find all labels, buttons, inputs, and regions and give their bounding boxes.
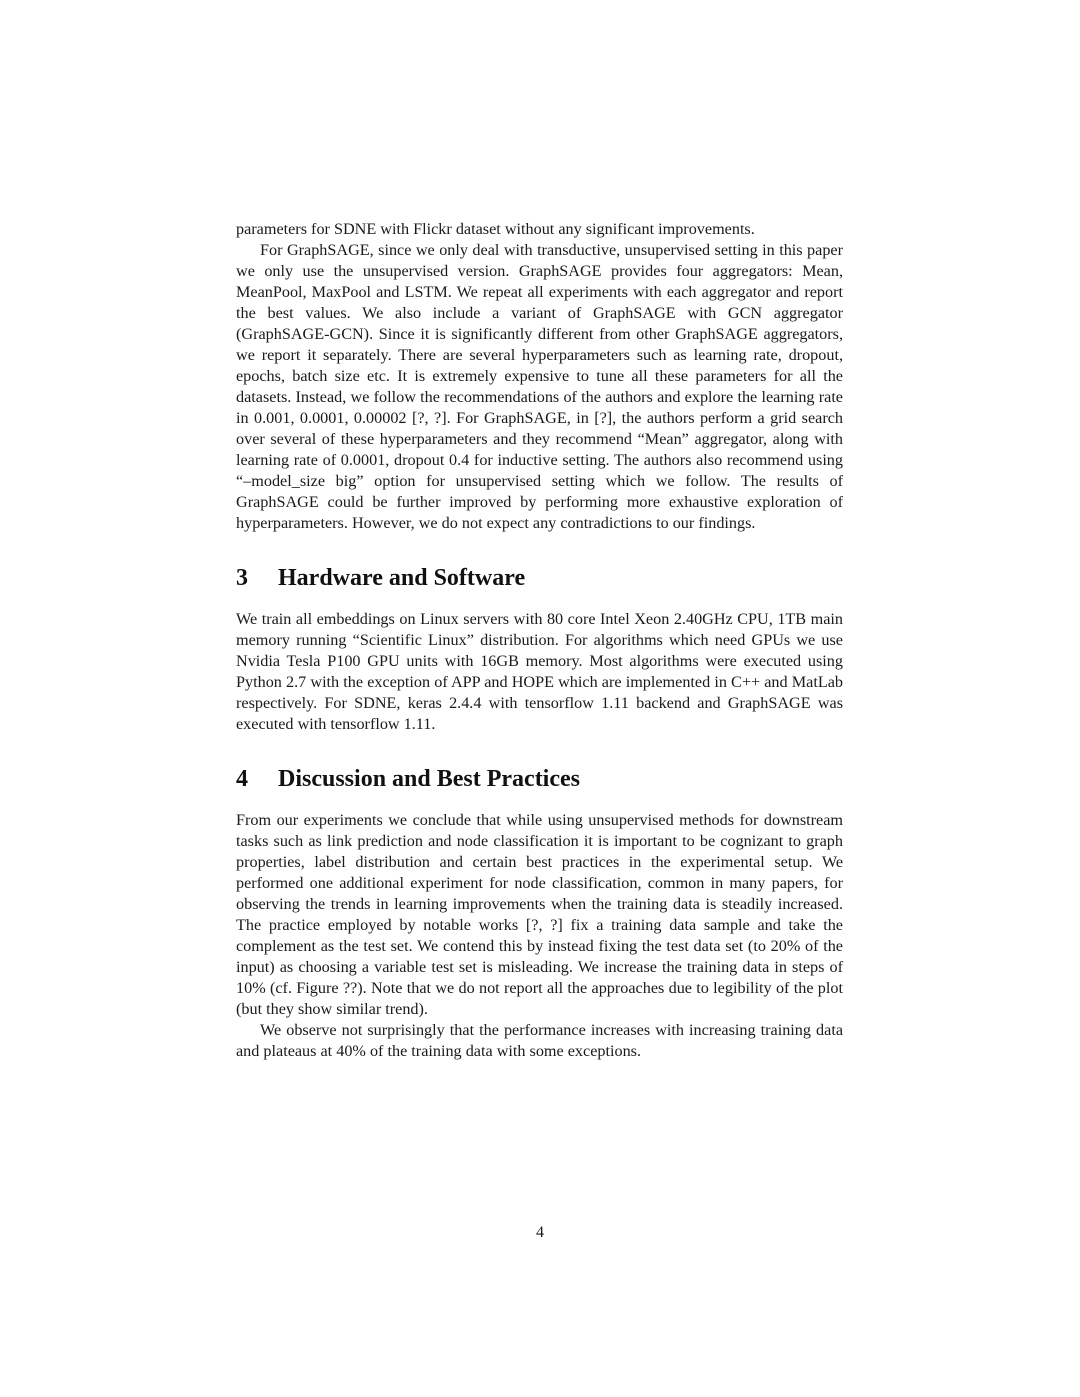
section-number: 4	[236, 766, 248, 792]
page-number: 4	[536, 1224, 544, 1241]
page-content	[236, 219, 843, 1062]
paragraph-discussion-1: From our experiments we conclude that while using unsupervised methods for downstream tasks such as link prediction and node classification it is important to be cognizant to graph properties, label distribution and certain best practices in the experimental setup. We performed one additional experiment for node classification, common in many papers, for observing the trends in learning improvements when the training data is steadily increased. The practice employed by notable works [?, ?] fix a training data sample and take the complement as the test set. We contend this by instead fixing the test data set (to 20% of the input) as choosing a variable test set is misleading. We increase the training data in steps of 10% (cf. Figure ??). Note that we do not report all the approaches due to legibility of the plot (but they show similar trend).	[236, 811, 843, 1018]
paragraph-sdne-continued: parameters for SDNE with Flickr dataset without any significant improvements.	[236, 220, 755, 238]
paragraph-graphsage: For GraphSAGE, since we only deal with transductive, unsupervised setting in this paper we only use the unsupervised version. GraphSAGE provides four aggregators: Mean, MeanPool, MaxPool and LSTM. We repeat all experiments with each aggregator and report the best values. We also include a variant of GraphSAGE with GCN aggregator (GraphSAGE-GCN). Since it is significantly different from other GraphSAGE aggregators, we report it separately. There are several hyperparameters such as learning rate, dropout, epochs, batch size etc. It is extremely expensive to tune all these parameters for all the datasets. Instead, we follow the recommendations of the authors and explore the learning rate in 0.001, 0.0001, 0.00002 [?, ?]. For GraphSAGE, in [?], the authors perform a grid search over several of these hyperparameters and they recommend “Mean” aggregator, along with learning rate of 0.0001, dropout 0.4 for inductive setting. The authors also recommend using “–model_size big” option for unsupervised setting which we follow. The results of GraphSAGE could be further improved by performing more exhaustive exploration of hyperparameters. However, we do not expect any contradictions to our findings.	[236, 241, 843, 532]
section-heading-hardware	[236, 563, 843, 593]
section-heading-discussion	[236, 764, 843, 794]
paragraph-discussion-2: We observe not surprisingly that the performance increases with increasing training data and plateaus at 40% of the training data with some exceptions.	[236, 1021, 843, 1060]
paragraph-hardware: We train all embeddings on Linux servers with 80 core Intel Xeon 2.40GHz CPU, 1TB main memory running “Scientific Linux” distribution. For algorithms which need GPUs we use Nvidia Tesla P100 GPU units with 16GB memory. Most algorithms were executed using Python 2.7 with the exception of APP and HOPE which are implemented in C++ and MatLab respectively. For SDNE, keras 2.4.4 with tensorflow 1.11 backend and GraphSAGE was executed with tensorflow 1.11.	[236, 610, 843, 733]
section-title: Discussion and Best Practices	[278, 766, 580, 792]
section-number: 3	[236, 565, 248, 591]
section-title: Hardware and Software	[278, 565, 526, 591]
